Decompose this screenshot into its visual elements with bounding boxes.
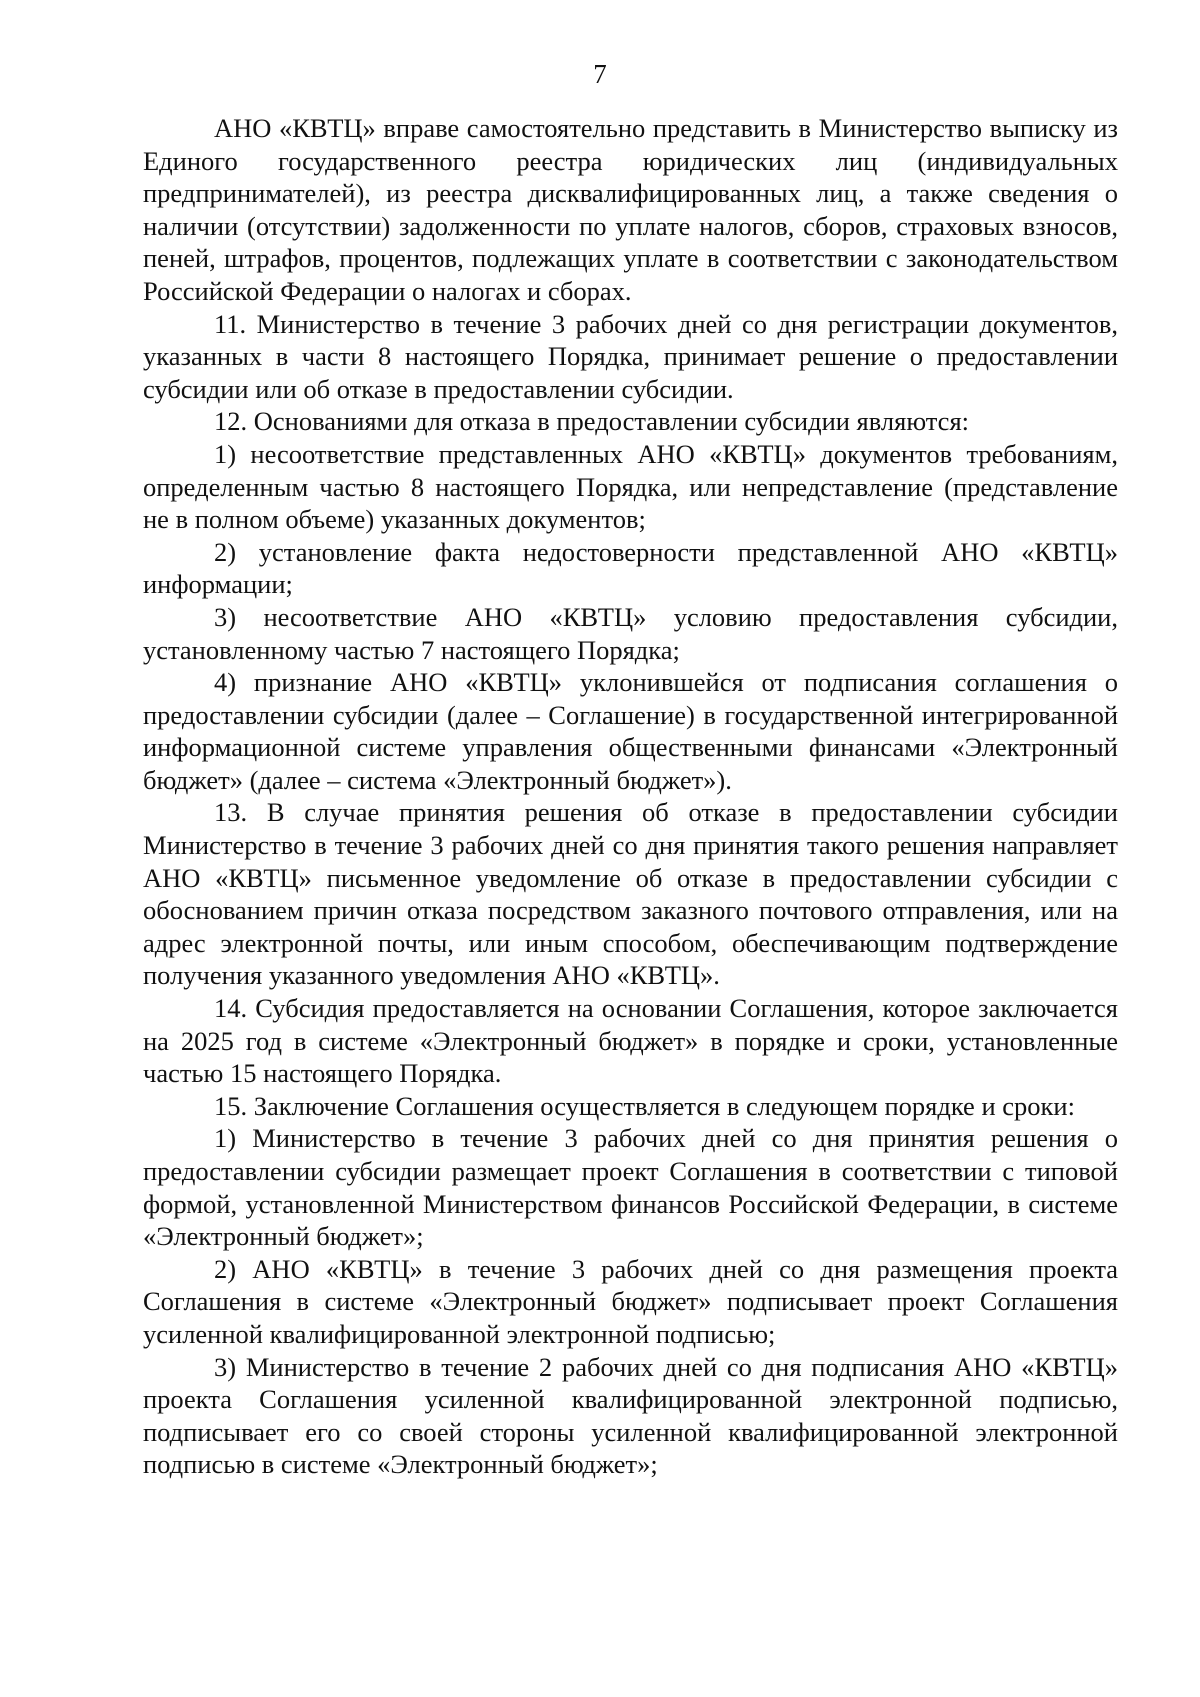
document-body xyxy=(143,112,1118,1481)
paragraph-14-subsidy-basis: 14. Субсидия предоставляется на основании Соглашения, которое заключается на 2025 год в системе «Электронный бюджет» в порядке и сроки, установленные частью 15 настоящего Порядка. xyxy=(143,993,1118,1089)
paragraph-15-agreement-procedure: 15. Заключение Соглашения осуществляется в следующем порядке и сроки: xyxy=(214,1090,1075,1121)
paragraph-15-item-1: 1) Министерство в течение 3 рабочих дней со дня принятия решения о предоставлении субсидии размещает проект Соглашения в соответствии с типовой формой, установленной Министерством финансов Российской Федерации, в системе «Электронный бюджет»; xyxy=(143,1123,1118,1252)
paragraph-12-item-3: 3) несоответствие АНО «КВТЦ» условию предоставления субсидии, установленному частью 7 настоящего Порядка; xyxy=(143,601,1118,665)
page-number: 7 xyxy=(593,59,607,89)
paragraph-12-item-1: 1) несоответствие представленных АНО «КВТЦ» документов требованиям, определенным частью 8 настоящего Порядка, или непредставление (представление не в полном объеме) указанных документов; xyxy=(143,438,1118,535)
paragraph-12-item-4: 4) признание АНО «КВТЦ» уклонившейся от подписания соглашения о предоставлении субсидии (далее – Соглашение) в государственной интегрированной информационной системе управления общественными финансами «Электронный бюджет» (далее – система «Электронный бюджет»). xyxy=(143,667,1118,795)
paragraph-15-item-2: 2) АНО «КВТЦ» в течение 3 рабочих дней со дня размещения проекта Соглашения в системе «Электронный бюджет» подписывает проект Соглашения усиленной квалифицированной электронной подписью; xyxy=(143,1253,1118,1349)
paragraph-11-decision: 11. Министерство в течение 3 рабочих дней со дня регистрации документов, указанных в части 8 настоящего Порядка, принимает решение о предоставлении субсидии или об отказе в предоставлении субсидии. xyxy=(143,308,1118,404)
paragraph-12-item-2: 2) установление факта недостоверности представленной АНО «КВТЦ» информации; xyxy=(143,536,1118,600)
paragraph-ano-right-to-submit: АНО «КВТЦ» вправе самостоятельно представить в Министерство выписку из Единого государственного реестра юридических лиц (индивидуальных предпринимателей), из реестра дисквалифицированных лиц, а также сведения о наличии (отсутствии) задолженности по уплате налогов, сборов, страховых взносов, пеней, штрафов, процентов, подлежащих уплате в соответствии с законодательством Российской Федерации о налогах и сборах. xyxy=(143,113,1118,306)
paragraph-12-refusal-grounds: 12. Основаниями для отказа в предоставлении субсидии являются: xyxy=(214,406,969,437)
paragraph-13-refusal-notice: 13. В случае принятия решения об отказе в предоставлении субсидии Министерство в течение 3 рабочих дней со дня принятия такого решения направляет АНО «КВТЦ» письменное уведомление об отказе в предоставлении субсидии с обоснованием причин отказа посредством заказного почтового отправления, или на адрес электронной почты, или иным способом, обеспечивающим подтверждение получения указанного уведомления АНО «КВТЦ». xyxy=(143,797,1118,991)
paragraph-15-item-3: 3) Министерство в течение 2 рабочих дней со дня подписания АНО «КВТЦ» проекта Соглашения усиленной квалифицированной электронной подписью, подписывает его со своей стороны усиленной квалифицированной электронной подписью в системе «Электронный бюджет»; xyxy=(143,1351,1118,1480)
